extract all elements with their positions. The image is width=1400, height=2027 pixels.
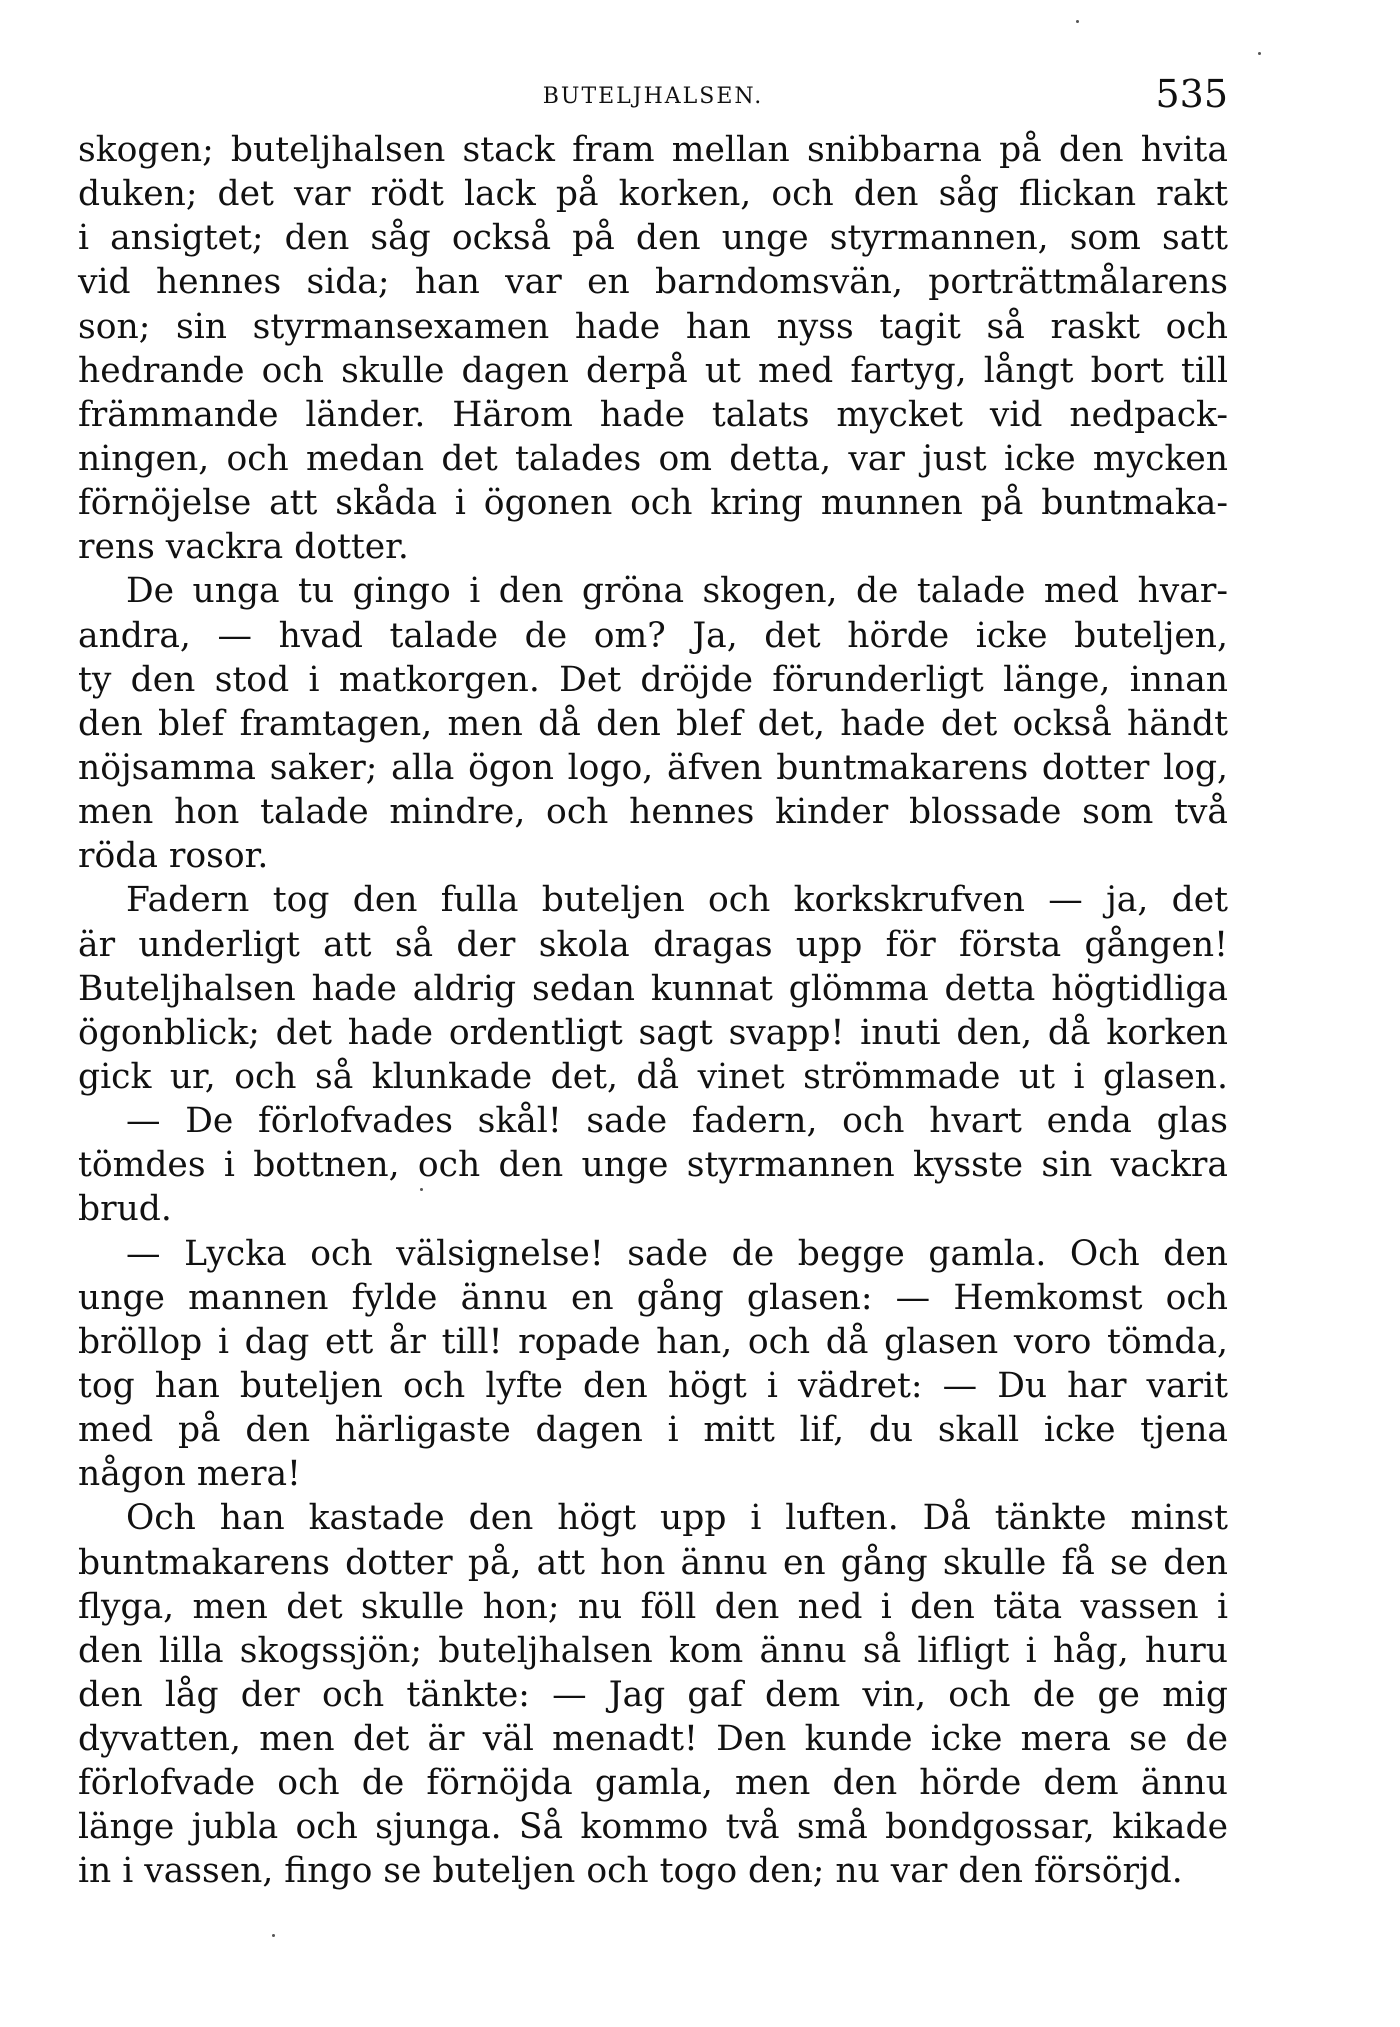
text-line: ögonblick; det hade ordentligt sagt svapp! inuti den, då korken: [78, 1012, 1228, 1053]
text-line: brud.: [78, 1189, 172, 1230]
text-line: bröllop i dag ett år till! ropade han, och då glasen voro tömda,: [78, 1321, 1228, 1362]
text-line: förlofvade och de förnöjda gamla, men den hörde dem ännu: [78, 1763, 1228, 1804]
text-line: skogen; buteljhalsen stack fram mellan snibbarna på den hvita: [78, 130, 1228, 170]
text-line: son; sin styrmansexamen hade han nyss tagit så raskt och: [78, 306, 1228, 347]
text-line: duken; det var rödt lack på korken, och den såg flickan rakt: [78, 174, 1228, 215]
text-line: rens vackra dotter.: [78, 527, 409, 568]
text-line: tog han buteljen och lyfte den högt i vädret: — Du har varit: [78, 1365, 1228, 1406]
text-line: med på den härligaste dagen i mitt lif, du skall icke tjena: [78, 1410, 1228, 1451]
text-line: förnöjelse att skåda i ögonen och kring munnen på buntmaka-: [78, 483, 1228, 524]
text-line: andra, — hvad talade de om? Ja, det hörde icke buteljen,: [78, 615, 1228, 656]
text-line: i ansigtet; den såg också på den unge styrmannen, som satt: [78, 218, 1228, 259]
text-line: Fadern tog den fulla buteljen och korkskrufven — ja, det: [126, 880, 1228, 921]
text-line: röda rosor.: [78, 836, 269, 877]
paper-speck: [1258, 52, 1261, 55]
text-line: ty den stod i matkorgen. Det dröjde förunderligt länge, innan: [78, 659, 1228, 700]
running-title: BUTELJHALSEN.: [542, 84, 764, 109]
page-number: 535: [1155, 72, 1228, 116]
text-line: De unga tu gingo i den gröna skogen, de talade med hvar-: [126, 571, 1228, 612]
text-line: den lilla skogssjön; buteljhalsen kom ännu så lifligt i håg, huru: [78, 1630, 1228, 1671]
body-text: [78, 128, 1228, 1894]
text-line: in i vassen, fingo se buteljen och togo den; nu var den försörjd.: [78, 1851, 1183, 1892]
text-line: dyvatten, men det är väl menadt! Den kunde icke mera se de: [78, 1719, 1228, 1760]
paper-speck: [1076, 20, 1079, 23]
text-line: unge mannen fylde ännu en gång glasen: — Hemkomst och: [78, 1277, 1228, 1318]
text-line: — Lycka och välsignelse! sade de begge gamla. Och den: [126, 1233, 1228, 1274]
text-line: tömdes i bottnen, och den unge styrmannen kysste sin vackra: [78, 1145, 1228, 1186]
text-line: främmande länder. Härom hade talats mycket vid nedpack-: [78, 394, 1228, 435]
text-line: buntmakarens dotter på, att hon ännu en gång skulle få se den: [78, 1542, 1228, 1583]
text-line: Buteljhalsen hade aldrig sedan kunnat glömma detta högtidliga: [78, 968, 1228, 1009]
text-line: är underligt att så der skola dragas upp för första gången!: [78, 924, 1228, 965]
paper-speck: [272, 1934, 275, 1937]
text-line: Och han kastade den högt upp i luften. Då tänkte minst: [126, 1498, 1228, 1539]
paper-speck: [420, 1188, 423, 1191]
text-line: ningen, och medan det talades om detta, var just icke mycken: [78, 438, 1228, 479]
running-header: [78, 72, 1228, 120]
text-line: — De förlofvades skål! sade fadern, och hvart enda glas: [126, 1101, 1228, 1142]
text-line: den blef framtagen, men då den blef det, hade det också händt: [78, 703, 1228, 744]
text-line: men hon talade mindre, och hennes kinder blossade som två: [78, 792, 1228, 833]
text-line: den låg der och tänkte: — Jag gaf dem vin, och de ge mig: [78, 1674, 1228, 1715]
text-line: nöjsamma saker; alla ögon logo, äfven buntmakarens dotter log,: [78, 747, 1228, 788]
text-line: hedrande och skulle dagen derpå ut med fartyg, långt bort till: [78, 350, 1228, 391]
text-line: länge jubla och sjunga. Så kommo två små bondgossar, kikade: [78, 1807, 1228, 1848]
text-line: gick ur, och så klunkade det, då vinet strömmade ut i glasen.: [78, 1056, 1228, 1097]
text-line: någon mera!: [78, 1454, 301, 1495]
text-line: flyga, men det skulle hon; nu föll den ned i den täta vassen i: [78, 1586, 1228, 1627]
text-line: vid hennes sida; han var en barndomsvän, porträttmålarens: [78, 262, 1228, 303]
